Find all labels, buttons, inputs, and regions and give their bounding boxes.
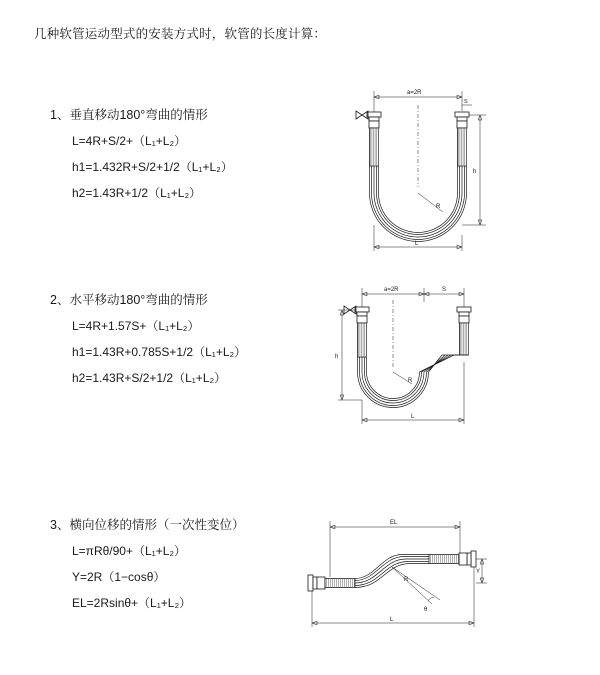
figure-2-label-top-dim2: S [442,287,447,293]
figure-2-label-height: h [335,354,339,360]
figure-1-label-height: h [473,169,477,175]
section-3-formula-3: EL=2Rsinθ+（L₁+L₂） [72,596,192,610]
section-1-formula-3: h2=1.43R+1/2（L₁+L₂） [72,186,202,200]
figure-3-label-top-dim: EL [390,520,398,526]
section-2-title: 2、水平移动180°弯曲的情形 [50,293,208,307]
section-2-text [50,290,310,395]
section-1-formula-1: L=4R+S/2+（L₁+L₂） [72,134,187,148]
figure-3-label-radius: R [404,577,409,583]
figure-3-label-angle: θ [424,607,428,613]
section-2-formula-3: h2=1.43R+S/2+1/2（L₁+L₂） [72,371,227,385]
figure-lateral-offset [292,505,492,645]
section-3-text [50,515,310,620]
figure-2-label-top-dim: a=2R [384,287,399,293]
figure-1-label-top-dim: a=2R [407,90,422,96]
section-1-title: 1、垂直移动180°弯曲的情形 [50,108,208,122]
intro-text: 几种软管运动型式的安装方式时，软管的长度计算： [34,27,327,41]
section-3-formula-1: L=πRθ/90+（L₁+L₂） [72,544,187,558]
figure-horizontal-180-bend [312,272,492,452]
section-2-formula-1: L=4R+1.57S+（L₁+L₂） [72,319,200,333]
figure-2-label-length: L [411,414,415,420]
section-2-formula-2: h1=1.43R+0.785S+1/2（L₁+L₂） [72,345,247,359]
section-3-formula-2: Y=2R（1−cosθ） [72,570,166,584]
figure-3-label-offset: Y [476,569,481,575]
figure-1-label-side: S [464,99,468,105]
section-3-title: 3、横向位移的情形（一次性变位） [50,518,245,532]
figure-3-label-length: L [390,617,394,623]
figure-vertical-180-bend [312,75,492,275]
figure-1-label-length: L [415,241,419,247]
figure-1-label-radius: R [436,204,441,210]
section-1-text [50,105,310,210]
figure-2-label-radius: R [408,378,413,384]
section-1-formula-2: h1=1.432R+S/2+1/2（L₁+L₂） [72,160,233,174]
